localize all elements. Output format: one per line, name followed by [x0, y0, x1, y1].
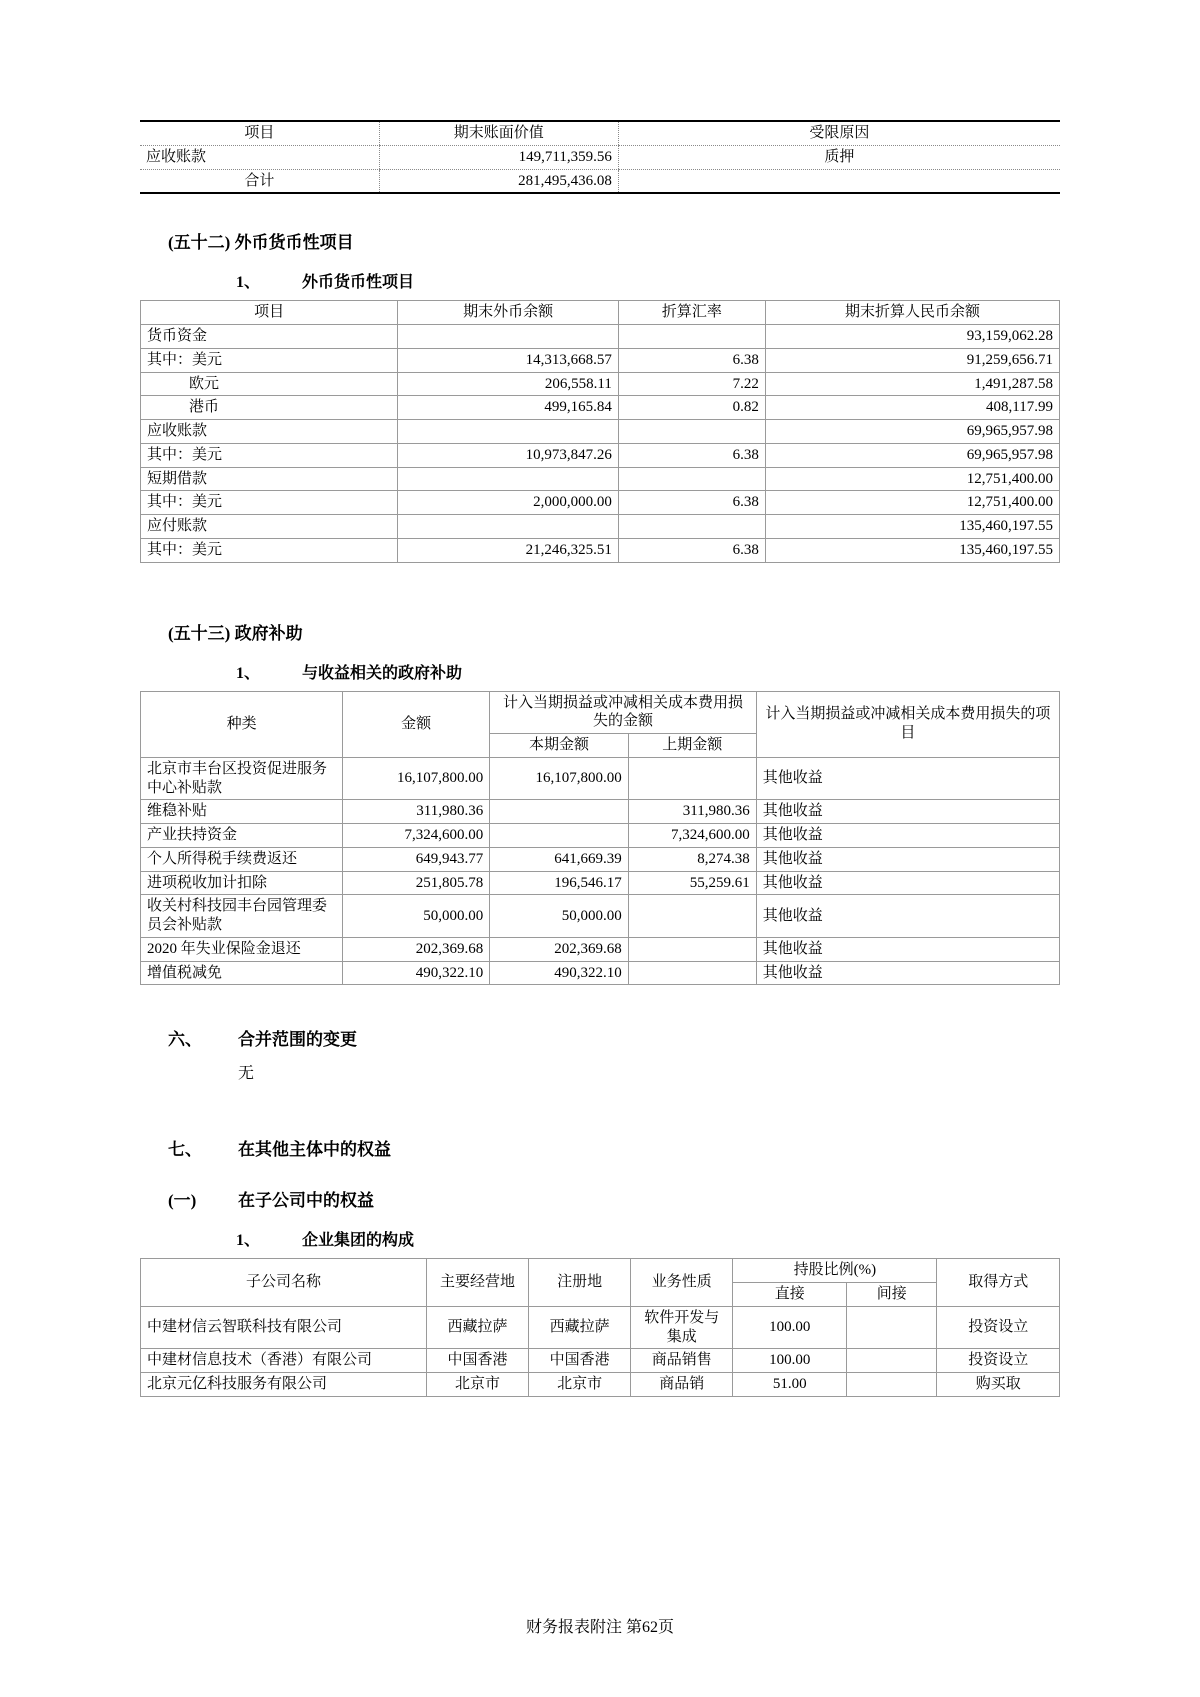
- cell-prior: 55,259.61: [628, 871, 756, 895]
- cell-fx: 10,973,847.26: [398, 443, 619, 467]
- cell-item: 其他收益: [756, 937, 1059, 961]
- col-header-group-amount: 计入当期损益或冲减相关成本费用损失的金额: [490, 691, 757, 734]
- cell-item: 其中：美元: [141, 491, 398, 515]
- cell-current: 641,669.39: [490, 847, 628, 871]
- section-heading-52: (五十二) 外币货币性项目: [168, 233, 354, 253]
- table-header-row: [141, 691, 1060, 734]
- section-title: 在其他主体中的权益: [238, 1140, 391, 1160]
- section-title: 合并范围的变更: [238, 1030, 357, 1050]
- cell-rate: [618, 420, 765, 444]
- cell-nature: 商品销: [631, 1373, 733, 1397]
- cell-rmb: 12,751,400.00: [765, 491, 1059, 515]
- cell-kind: 收关村科技园丰台园管理委员会补贴款: [141, 895, 343, 938]
- cell-amount: 202,369.68: [343, 937, 490, 961]
- cell-nature: 商品销售: [631, 1349, 733, 1373]
- cell-item: 欧元: [141, 372, 398, 396]
- subsidiary-table-wrap: [140, 1258, 1060, 1397]
- table-row: [141, 824, 1060, 848]
- section-number: 七、: [168, 1140, 202, 1160]
- cell-amount: 490,322.10: [343, 961, 490, 985]
- cell-rate: [618, 467, 765, 491]
- table-row: [141, 372, 1060, 396]
- table-row: [141, 420, 1060, 444]
- cell-amount: 16,107,800.00: [343, 757, 490, 800]
- cell-item: 其他收益: [756, 847, 1059, 871]
- cell-kind: 增值税减免: [141, 961, 343, 985]
- table-row: [141, 396, 1060, 420]
- cell-book-value: 149,711,359.56: [379, 145, 618, 169]
- subsection-heading-seven-1-1: [140, 1227, 1060, 1250]
- page-footer: 财务报表附注 第62页: [525, 1619, 674, 1636]
- table-row: [141, 515, 1060, 539]
- government-grant-table: [140, 691, 1060, 986]
- cell-amount: 649,943.77: [343, 847, 490, 871]
- col-header-fx-balance: 期末外币余额: [398, 301, 619, 325]
- cell-name: 中建材信云智联科技有限公司: [141, 1306, 427, 1349]
- subsection-number: 1、: [236, 1232, 261, 1250]
- cell-current: [490, 824, 628, 848]
- col-header-direct: 直接: [733, 1283, 847, 1307]
- cell-item: 其中：美元: [141, 538, 398, 562]
- cell-rate: 6.38: [618, 348, 765, 372]
- cell-place: 中国香港: [426, 1349, 528, 1373]
- restricted-assets-table-wrap: [140, 120, 1060, 194]
- subsection-title: 企业集团的构成: [302, 1232, 415, 1250]
- section-six-body: 无: [238, 1065, 255, 1083]
- cell-fx: 499,165.84: [398, 396, 619, 420]
- table-row: [141, 491, 1060, 515]
- cell-prior: [628, 895, 756, 938]
- cell-item: 港币: [141, 396, 398, 420]
- table-row: [141, 895, 1060, 938]
- cell-item: 其他收益: [756, 961, 1059, 985]
- cell-item: 其他收益: [756, 895, 1059, 938]
- cell-direct: 51.00: [733, 1373, 847, 1397]
- table-row: [141, 937, 1060, 961]
- cell-name: 中建材信息技术（香港）有限公司: [141, 1349, 427, 1373]
- subsection-number: 1、: [236, 664, 261, 682]
- table-row: [141, 800, 1060, 824]
- cell-amount: 251,805.78: [343, 871, 490, 895]
- table-row: [141, 757, 1060, 800]
- cell-method: 购买取: [937, 1373, 1060, 1397]
- cell-current: 16,107,800.00: [490, 757, 628, 800]
- cell-item: 应收账款: [141, 420, 398, 444]
- cell-kind: 北京市丰台区投资促进服务中心补贴款: [141, 757, 343, 800]
- table-row: [141, 348, 1060, 372]
- cell-kind: 个人所得税手续费返还: [141, 847, 343, 871]
- cell-current: 50,000.00: [490, 895, 628, 938]
- cell-item: 其他收益: [756, 871, 1059, 895]
- cell-reason: [618, 169, 1060, 193]
- cell-place: 北京市: [426, 1373, 528, 1397]
- cell-rate: [618, 325, 765, 349]
- cell-rate: 0.82: [618, 396, 765, 420]
- cell-rate: 7.22: [618, 372, 765, 396]
- table-header-row: [141, 1259, 1060, 1283]
- cell-indirect: [847, 1373, 937, 1397]
- table-row: [141, 1349, 1060, 1373]
- cell-item: 货币资金: [141, 325, 398, 349]
- col-header-ratio-group: 持股比例(%): [733, 1259, 937, 1283]
- col-header-rmb-balance: 期末折算人民币余额: [765, 301, 1059, 325]
- government-grant-table-wrap: [140, 691, 1060, 986]
- cell-amount: 7,324,600.00: [343, 824, 490, 848]
- cell-current: 490,322.10: [490, 961, 628, 985]
- subsection-title: 在子公司中的权益: [238, 1191, 374, 1211]
- cell-item: 其中：美元: [141, 443, 398, 467]
- subsection-heading-seven-1: [140, 1186, 1060, 1211]
- table-row: [141, 325, 1060, 349]
- cell-indirect: [847, 1349, 937, 1373]
- cell-kind: 2020 年失业保险金退还: [141, 937, 343, 961]
- cell-method: 投资设立: [937, 1349, 1060, 1373]
- restricted-assets-table: [140, 120, 1060, 194]
- col-header-reason: 受限原因: [618, 121, 1060, 145]
- cell-registration: 北京市: [529, 1373, 631, 1397]
- cell-item: 应收账款: [140, 145, 379, 169]
- col-header-amount: 金额: [343, 691, 490, 757]
- cell-rmb: 91,259,656.71: [765, 348, 1059, 372]
- cell-prior: [628, 757, 756, 800]
- cell-item: 其他收益: [756, 757, 1059, 800]
- cell-nature: 软件开发与集成: [631, 1306, 733, 1349]
- cell-rmb: 135,460,197.55: [765, 538, 1059, 562]
- cell-kind: 维稳补贴: [141, 800, 343, 824]
- cell-fx: [398, 325, 619, 349]
- cell-rmb: 69,965,957.98: [765, 443, 1059, 467]
- cell-current: 202,369.68: [490, 937, 628, 961]
- foreign-currency-table-wrap: [140, 300, 1060, 562]
- cell-item: 其中：美元: [141, 348, 398, 372]
- cell-method: 投资设立: [937, 1306, 1060, 1349]
- col-header-name: 子公司名称: [141, 1259, 427, 1307]
- cell-registration: 西藏拉萨: [529, 1306, 631, 1349]
- table-row: [141, 1373, 1060, 1397]
- cell-amount: 50,000.00: [343, 895, 490, 938]
- cell-item: 合计: [140, 169, 379, 193]
- cell-rate: 6.38: [618, 538, 765, 562]
- col-header-kind: 种类: [141, 691, 343, 757]
- subsection-number: (一): [168, 1191, 197, 1211]
- cell-current: 196,546.17: [490, 871, 628, 895]
- cell-place: 西藏拉萨: [426, 1306, 528, 1349]
- cell-rmb: 1,491,287.58: [765, 372, 1059, 396]
- cell-prior: [628, 937, 756, 961]
- col-header-item: 计入当期损益或冲减相关成本费用损失的项目: [756, 691, 1059, 757]
- cell-rmb: 93,159,062.28: [765, 325, 1059, 349]
- table-row: [140, 169, 1060, 193]
- subsidiary-table: [140, 1258, 1060, 1397]
- table-row: [141, 847, 1060, 871]
- col-header-place: 主要经营地: [426, 1259, 528, 1307]
- cell-registration: 中国香港: [529, 1349, 631, 1373]
- cell-prior: 8,274.38: [628, 847, 756, 871]
- cell-kind: 产业扶持资金: [141, 824, 343, 848]
- cell-rmb: 69,965,957.98: [765, 420, 1059, 444]
- table-header-row: [140, 121, 1060, 145]
- subsection-heading-53-1: [140, 660, 1060, 683]
- cell-fx: [398, 515, 619, 539]
- section-number: 六、: [168, 1030, 202, 1050]
- section-heading-53: (五十三) 政府补助: [168, 623, 303, 643]
- table-header-row: [141, 301, 1060, 325]
- cell-book-value: 281,495,436.08: [379, 169, 618, 193]
- table-row: [141, 961, 1060, 985]
- cell-item: 短期借款: [141, 467, 398, 491]
- cell-prior: 7,324,600.00: [628, 824, 756, 848]
- subsection-title: 与收益相关的政府补助: [302, 664, 463, 682]
- table-row: [141, 538, 1060, 562]
- cell-prior: [628, 961, 756, 985]
- col-header-prior-amount: 上期金额: [628, 734, 756, 758]
- cell-reason: 质押: [618, 145, 1060, 169]
- cell-current: [490, 800, 628, 824]
- col-header-nature: 业务性质: [631, 1259, 733, 1307]
- subsection-heading-52-1: [140, 269, 1060, 292]
- cell-fx: 206,558.11: [398, 372, 619, 396]
- col-header-rate: 折算汇率: [618, 301, 765, 325]
- table-row: [141, 871, 1060, 895]
- table-row: [140, 145, 1060, 169]
- cell-direct: 100.00: [733, 1306, 847, 1349]
- cell-kind: 进项税收加计扣除: [141, 871, 343, 895]
- cell-fx: 2,000,000.00: [398, 491, 619, 515]
- table-row: [141, 443, 1060, 467]
- col-header-indirect: 间接: [847, 1283, 937, 1307]
- subsection-title: 外币货币性项目: [302, 274, 415, 292]
- cell-rmb: 408,117.99: [765, 396, 1059, 420]
- cell-amount: 311,980.36: [343, 800, 490, 824]
- cell-rmb: 12,751,400.00: [765, 467, 1059, 491]
- cell-rate: [618, 515, 765, 539]
- subsection-number: 1、: [236, 274, 261, 292]
- cell-prior: 311,980.36: [628, 800, 756, 824]
- col-header-book-value: 期末账面价值: [379, 121, 618, 145]
- col-header-method: 取得方式: [937, 1259, 1060, 1307]
- cell-item: 其他收益: [756, 800, 1059, 824]
- section-heading-six: [140, 1025, 1060, 1050]
- col-header-registration: 注册地: [529, 1259, 631, 1307]
- col-header-item: 项目: [141, 301, 398, 325]
- cell-rmb: 135,460,197.55: [765, 515, 1059, 539]
- cell-indirect: [847, 1306, 937, 1349]
- cell-fx: [398, 467, 619, 491]
- cell-rate: 6.38: [618, 443, 765, 467]
- section-heading-seven: [140, 1135, 1060, 1160]
- cell-fx: [398, 420, 619, 444]
- col-header-current-amount: 本期金额: [490, 734, 628, 758]
- cell-name: 北京元亿科技服务有限公司: [141, 1373, 427, 1397]
- table-row: [141, 467, 1060, 491]
- foreign-currency-table: [140, 300, 1060, 562]
- col-header-item: 项目: [140, 121, 379, 145]
- cell-rate: 6.38: [618, 491, 765, 515]
- cell-fx: 14,313,668.57: [398, 348, 619, 372]
- cell-fx: 21,246,325.51: [398, 538, 619, 562]
- cell-item: 其他收益: [756, 824, 1059, 848]
- cell-direct: 100.00: [733, 1349, 847, 1373]
- table-row: [141, 1306, 1060, 1349]
- cell-item: 应付账款: [141, 515, 398, 539]
